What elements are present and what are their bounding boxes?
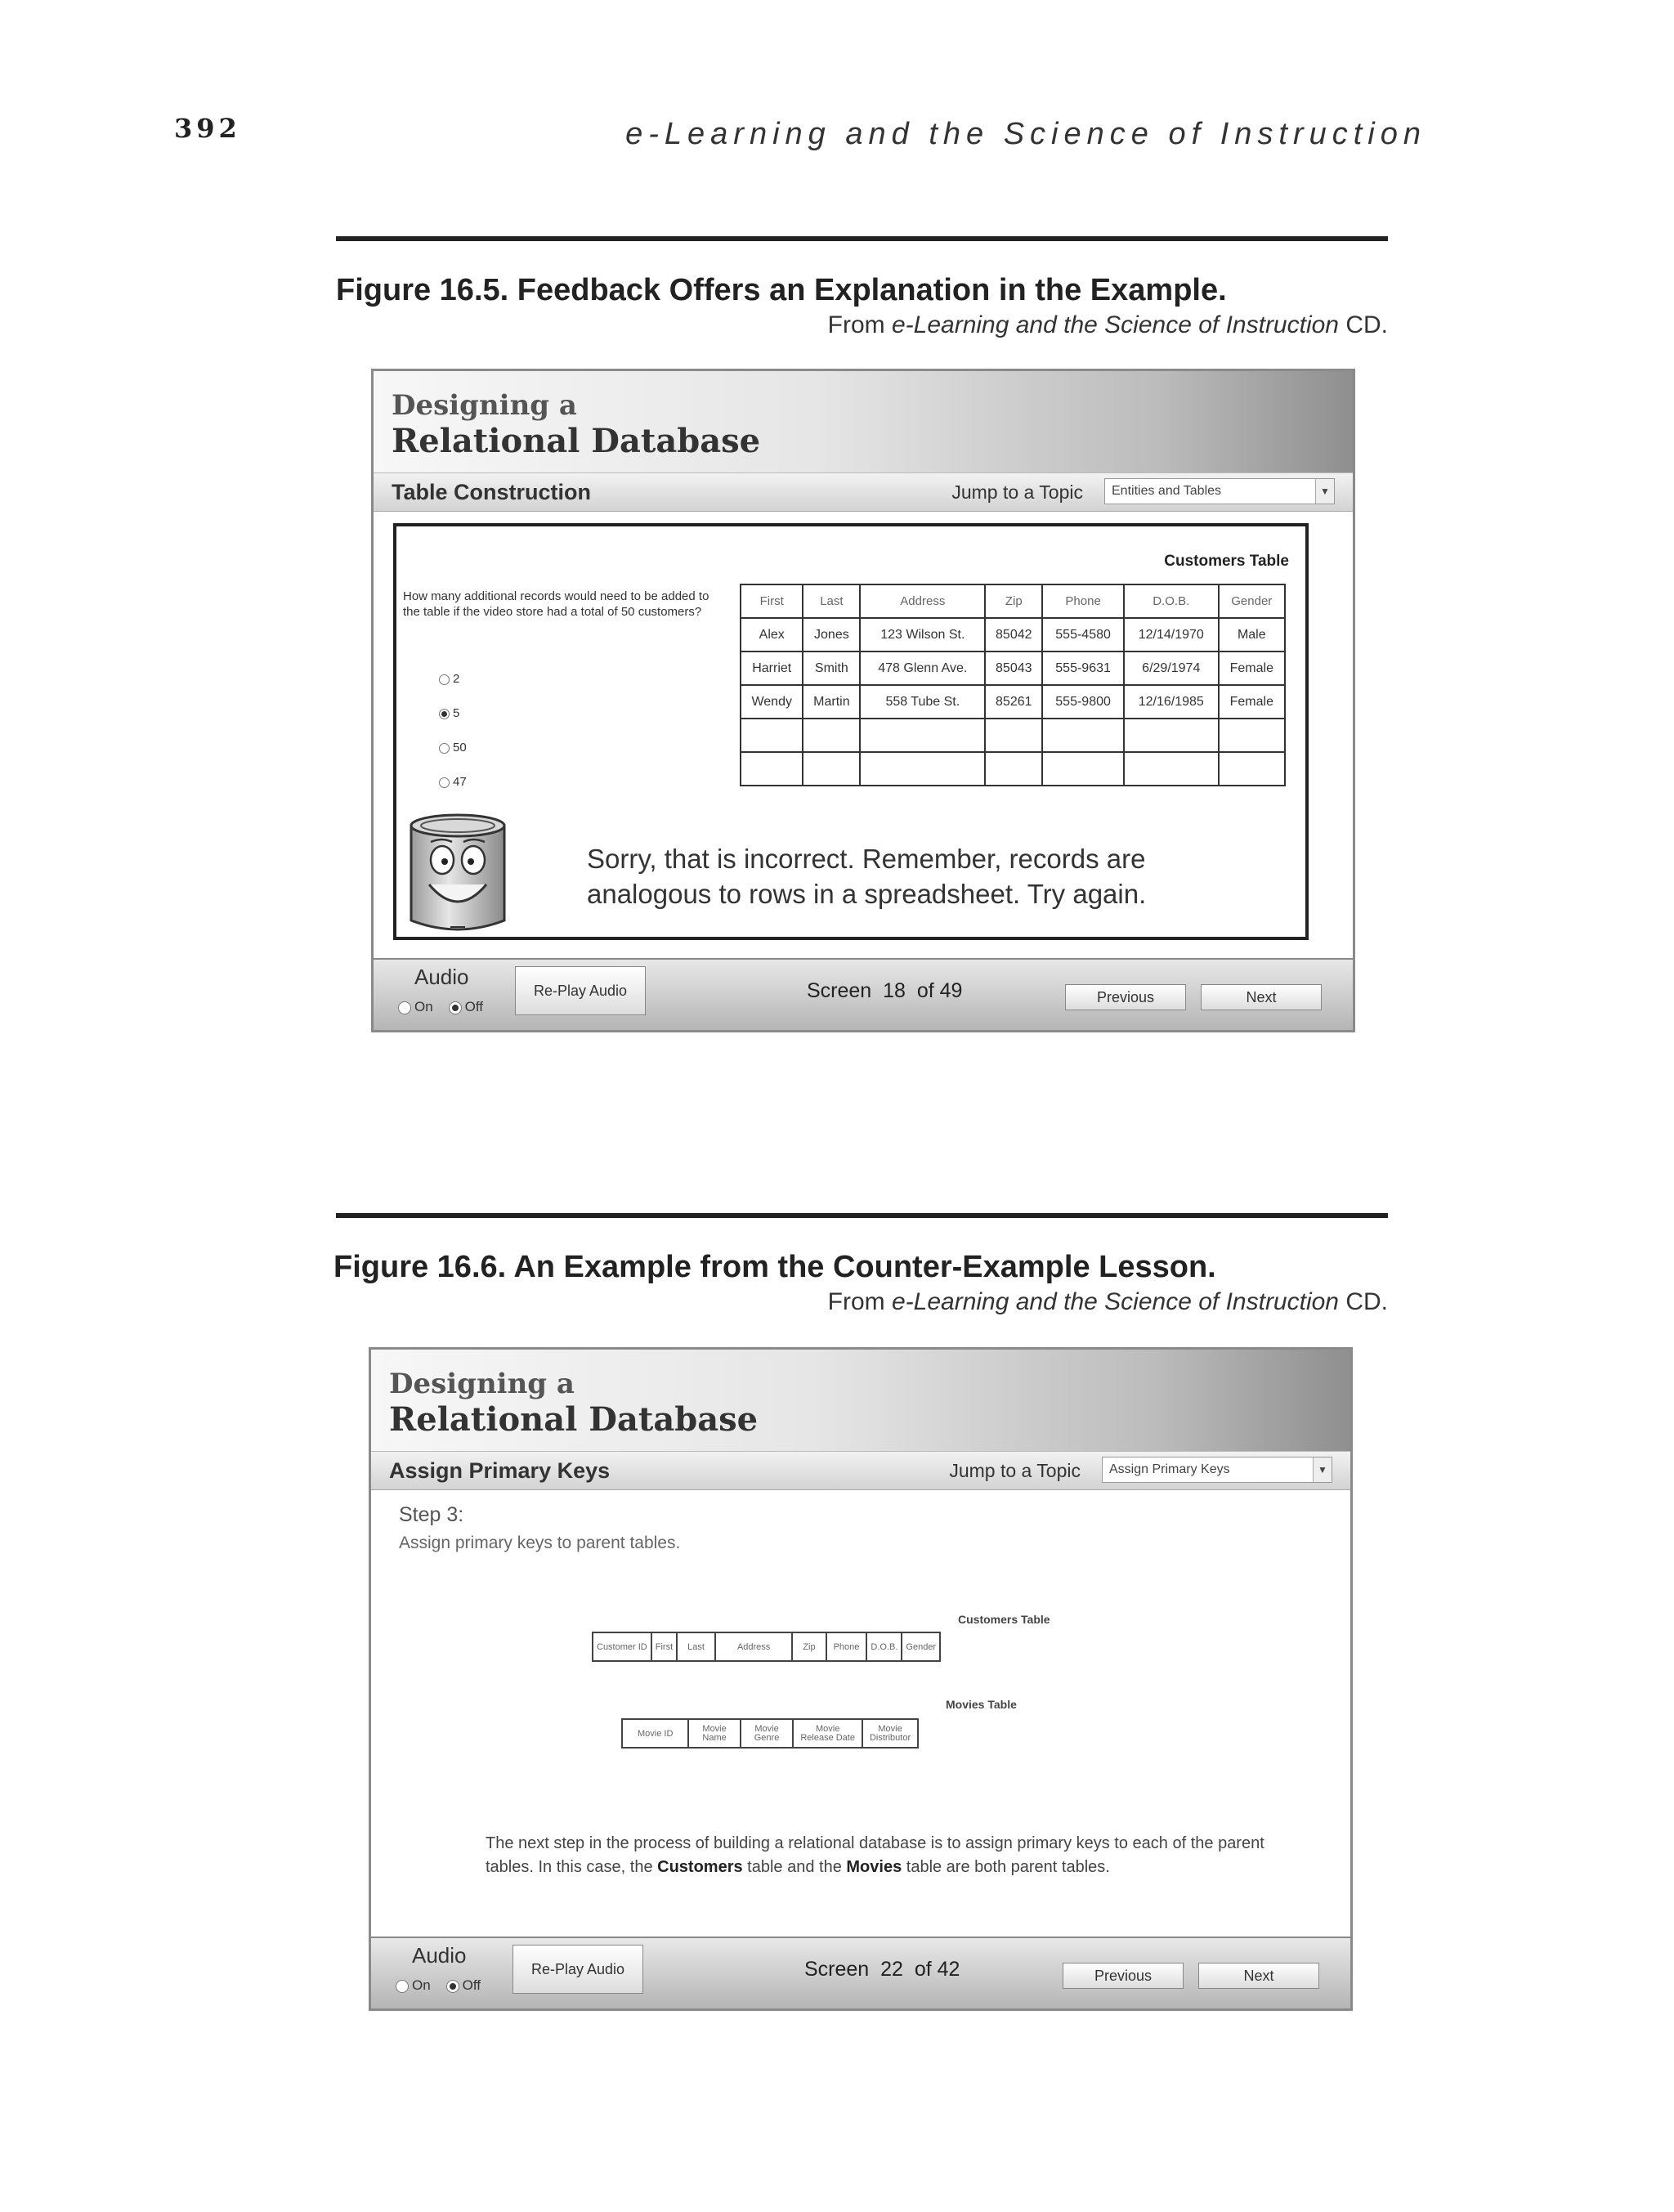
table-cell: 478 Glenn Ave.: [860, 652, 985, 685]
column-header: Gender: [902, 1632, 940, 1661]
topic-select-value: Assign Primary Keys: [1109, 1462, 1230, 1476]
column-header: Movie Release Date: [793, 1719, 862, 1748]
column-header: Address: [860, 584, 985, 618]
table-cell: Smith: [803, 652, 860, 685]
step-description: Assign primary keys to parent tables.: [399, 1534, 681, 1552]
table-cell: 555-9800: [1042, 685, 1124, 719]
figure-rule: [336, 236, 1388, 241]
step-title: Step 3:: [399, 1503, 464, 1526]
table-cell: 85261: [985, 685, 1042, 719]
table-row: [741, 752, 1285, 786]
column-header: Address: [715, 1632, 792, 1661]
elearning-screen: [369, 1347, 1353, 2011]
table-cell: 555-9631: [1042, 652, 1124, 685]
course-title-line1: Designing a: [392, 389, 577, 422]
table-caption: Movies Table: [946, 1698, 1017, 1711]
chevron-down-icon[interactable]: ▼: [1313, 1458, 1332, 1482]
chevron-down-icon[interactable]: ▼: [1315, 479, 1334, 504]
customers-table: [740, 584, 1286, 786]
section-title: Assign Primary Keys: [389, 1458, 611, 1483]
audio-toggle[interactable]: On Off: [398, 999, 483, 1015]
running-head: e-Learning and the Science of Instruction: [625, 117, 1426, 151]
radio-button[interactable]: [439, 674, 450, 685]
topic-select-value: Entities and Tables: [1112, 484, 1222, 498]
course-title-line1: Designing a: [389, 1368, 575, 1400]
audio-label: Audio: [412, 1943, 467, 1968]
table-cell: 85043: [985, 652, 1042, 685]
replay-audio-button[interactable]: Re-Play Audio: [515, 966, 646, 1015]
column-header: Movie Name: [688, 1719, 740, 1748]
column-header: D.O.B.: [1124, 584, 1219, 618]
answer-option[interactable]: 2: [439, 672, 459, 686]
topic-bar: [371, 1451, 1350, 1490]
page-number: 392: [174, 113, 241, 144]
column-header: First: [741, 584, 803, 618]
audio-off-radio[interactable]: [446, 1980, 459, 1993]
column-header: Gender: [1219, 584, 1285, 618]
column-header: Movie Distributor: [862, 1719, 918, 1748]
table-header-row: [593, 1632, 940, 1661]
jump-label: Jump to a Topic: [949, 1460, 1081, 1481]
movies-table: [621, 1718, 919, 1749]
replay-audio-button[interactable]: Re-Play Audio: [512, 1945, 643, 1994]
table-cell: 6/29/1974: [1124, 652, 1219, 685]
table-header-row: [741, 584, 1285, 618]
explanation-paragraph: The next step in the process of building a relational database is to assign primary keys to each of the parent tables. In this case, the Customers table and the Movies table are both parent tables.: [486, 1834, 1264, 1876]
audio-on-radio[interactable]: [398, 1001, 411, 1014]
radio-button[interactable]: [439, 743, 450, 754]
figure-title: Figure 16.5. Feedback Offers an Explanation in the Example.: [336, 273, 1227, 307]
screen-header: [371, 1350, 1350, 1451]
table-cell: Female: [1219, 685, 1285, 719]
figure-source: From e-Learning and the Science of Instruction CD.: [827, 311, 1388, 338]
column-header: Last: [677, 1632, 715, 1661]
answer-option[interactable]: 5: [439, 706, 459, 720]
table-caption: Customers Table: [1164, 553, 1289, 570]
table-row: [741, 719, 1285, 752]
table-cell: Female: [1219, 652, 1285, 685]
radio-button-selected[interactable]: [439, 709, 450, 719]
column-header: Zip: [792, 1632, 826, 1661]
feedback-message: Sorry, that is incorrect. Remember, records are analogous to rows in a spreadsheet. Try again.: [587, 844, 1147, 909]
table-cell: 558 Tube St.: [860, 685, 985, 719]
audio-label: Audio: [414, 965, 469, 989]
table-cell: Wendy: [741, 685, 803, 719]
table-cell: Alex: [741, 618, 803, 652]
screen-counter: Screen 22 of 42: [804, 1958, 960, 1981]
customers-table: [592, 1632, 941, 1662]
table-cell: 123 Wilson St.: [860, 618, 985, 652]
table-cell: 12/16/1985: [1124, 685, 1219, 719]
table-header-row: [622, 1719, 918, 1748]
figure-rule: [336, 1213, 1388, 1218]
table-row: [741, 652, 1285, 685]
radio-button[interactable]: [439, 777, 450, 788]
question-text: How many additional records would need to be added to the table if the video store had a total of 50 customers?: [403, 589, 709, 619]
table-cell: 12/14/1970: [1124, 618, 1219, 652]
table-row: [741, 685, 1285, 719]
table-cell: Harriet: [741, 652, 803, 685]
figure-source: From e-Learning and the Science of Instruction CD.: [827, 1288, 1388, 1315]
table-cell: Jones: [803, 618, 860, 652]
screen-header: [374, 371, 1353, 472]
column-header: Phone: [826, 1632, 867, 1661]
column-header: First: [651, 1632, 677, 1661]
section-title: Table Construction: [392, 480, 592, 504]
topic-select[interactable]: [1104, 478, 1335, 504]
jump-label: Jump to a Topic: [951, 481, 1083, 503]
column-header: Movie Genre: [741, 1719, 794, 1748]
table-caption: Customers Table: [958, 1613, 1050, 1626]
column-header: Movie ID: [622, 1719, 688, 1748]
course-title-line2: Relational Database: [389, 1400, 759, 1439]
topic-bar: [374, 472, 1353, 512]
table-row: [741, 618, 1285, 652]
database-mascot-icon: [408, 813, 508, 934]
next-button[interactable]: Next: [1201, 984, 1322, 1010]
figure-title: Figure 16.6. An Example from the Counter-Example Lesson.: [333, 1250, 1216, 1284]
screen-footer: [374, 958, 1353, 1030]
audio-on-radio[interactable]: [396, 1980, 409, 1993]
table-cell: Martin: [803, 685, 860, 719]
topic-select[interactable]: [1102, 1457, 1332, 1483]
content-panel: [393, 523, 1309, 940]
table-cell: 85042: [985, 618, 1042, 652]
table-cell: Male: [1219, 618, 1285, 652]
column-header: Customer ID: [593, 1632, 651, 1661]
previous-button[interactable]: Previous: [1065, 984, 1186, 1010]
screen-counter: Screen 18 of 49: [807, 979, 963, 1002]
course-title-line2: Relational Database: [392, 422, 761, 460]
next-button[interactable]: Next: [1198, 1963, 1319, 1989]
column-header: Phone: [1042, 584, 1124, 618]
answer-option[interactable]: 50: [439, 741, 467, 754]
elearning-screen: [371, 369, 1355, 1032]
audio-toggle[interactable]: On Off: [396, 1977, 481, 1994]
previous-button[interactable]: Previous: [1063, 1963, 1184, 1989]
column-header: Last: [803, 584, 860, 618]
column-header: D.O.B.: [866, 1632, 902, 1661]
screen-footer: [371, 1937, 1350, 2008]
answer-option[interactable]: 47: [439, 775, 467, 789]
audio-off-radio[interactable]: [449, 1001, 462, 1014]
table-cell: 555-4580: [1042, 618, 1124, 652]
column-header: Zip: [985, 584, 1042, 618]
